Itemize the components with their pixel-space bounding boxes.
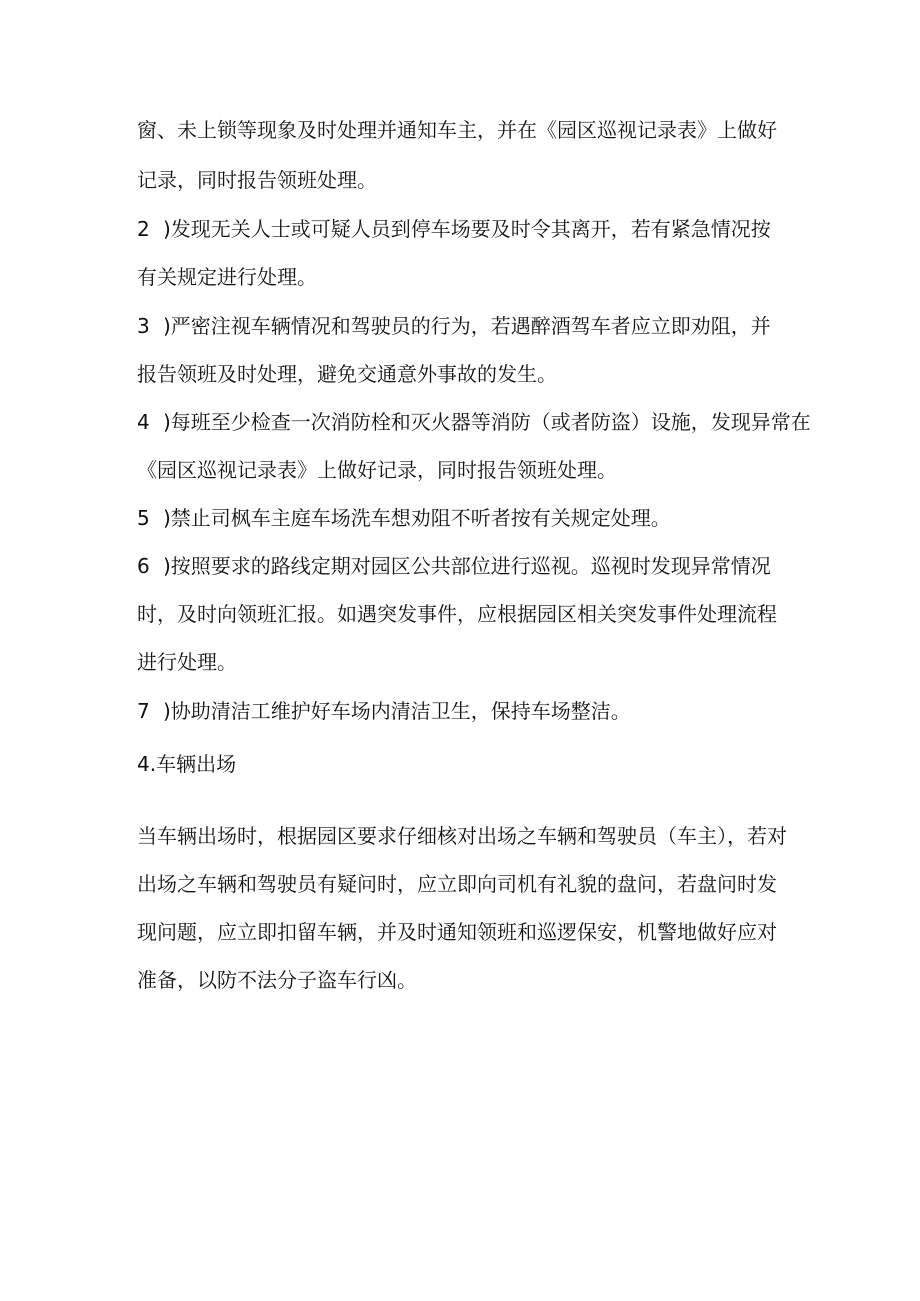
list-item-number: 4 <box>137 410 150 434</box>
list-item-4 <box>137 410 811 434</box>
list-item-number: 6 <box>137 554 150 578</box>
paragraph-line: 《园区巡视记录表》上做好记录，同时报告领班处理。 <box>137 458 617 482</box>
section-heading: 4.车辆出场 <box>137 752 237 776</box>
list-item-number: 2 <box>137 217 150 241</box>
paragraph-line: 记录，同时报告领班处理。 <box>137 168 377 192</box>
paragraph-line: 窗、未上锁等现象及时处理并通知车主，并在《园区巡视记录表》上做好 <box>137 118 777 142</box>
list-item-3 <box>137 314 771 338</box>
paragraph-line: 报告领班及时处理，避免交通意外事故的发生。 <box>137 362 557 386</box>
paragraph-line: 准备，以防不法分子盗车行凶。 <box>137 968 417 992</box>
paragraph-line: 有关规定进行处理。 <box>137 265 317 289</box>
list-item-text: )按照要求的路线定期对园区公共部位进行巡视。巡视时发现异常情况 <box>163 554 771 578</box>
paragraph-line: 时，及时向领班汇报。如遇突发事件，应根据园区相关突发事件处理流程 <box>137 602 777 626</box>
paragraph-line: 出场之车辆和驾驶员有疑问时，应立即向司机有礼貌的盘问，若盘问时发 <box>137 872 777 896</box>
list-item-text: )发现无关人士或可疑人员到停车场要及时令其离开，若有紧急情况按 <box>163 217 771 241</box>
list-item-5 <box>137 506 671 530</box>
list-item-2 <box>137 217 771 241</box>
paragraph-line: 现问题，应立即扣留车辆，并及时通知领班和巡逻保安，机警地做好应对 <box>137 920 777 944</box>
list-item-7 <box>137 699 631 723</box>
list-item-text: )严密注视车辆情况和驾驶员的行为，若遇醉酒驾车者应立即劝阻，并 <box>163 314 771 338</box>
list-item-text: )协助清洁工维护好车场内清洁卫生，保持车场整洁。 <box>163 699 631 723</box>
list-item-6 <box>137 554 771 578</box>
list-item-number: 5 <box>137 506 150 530</box>
list-item-text: )禁止司枫车主庭车场洗车想劝阻不听者按有关规定处理。 <box>163 506 671 530</box>
paragraph-line: 当车辆出场时，根据园区要求仔细核对出场之车辆和驾驶员（车主），若对 <box>137 824 787 848</box>
list-item-text: )每班至少检查一次消防栓和灭火器等消防（或者防盗）设施，发现异常在 <box>163 410 811 434</box>
paragraph-line: 进行处理。 <box>137 650 237 674</box>
list-item-number: 7 <box>137 699 150 723</box>
list-item-number: 3 <box>137 314 150 338</box>
